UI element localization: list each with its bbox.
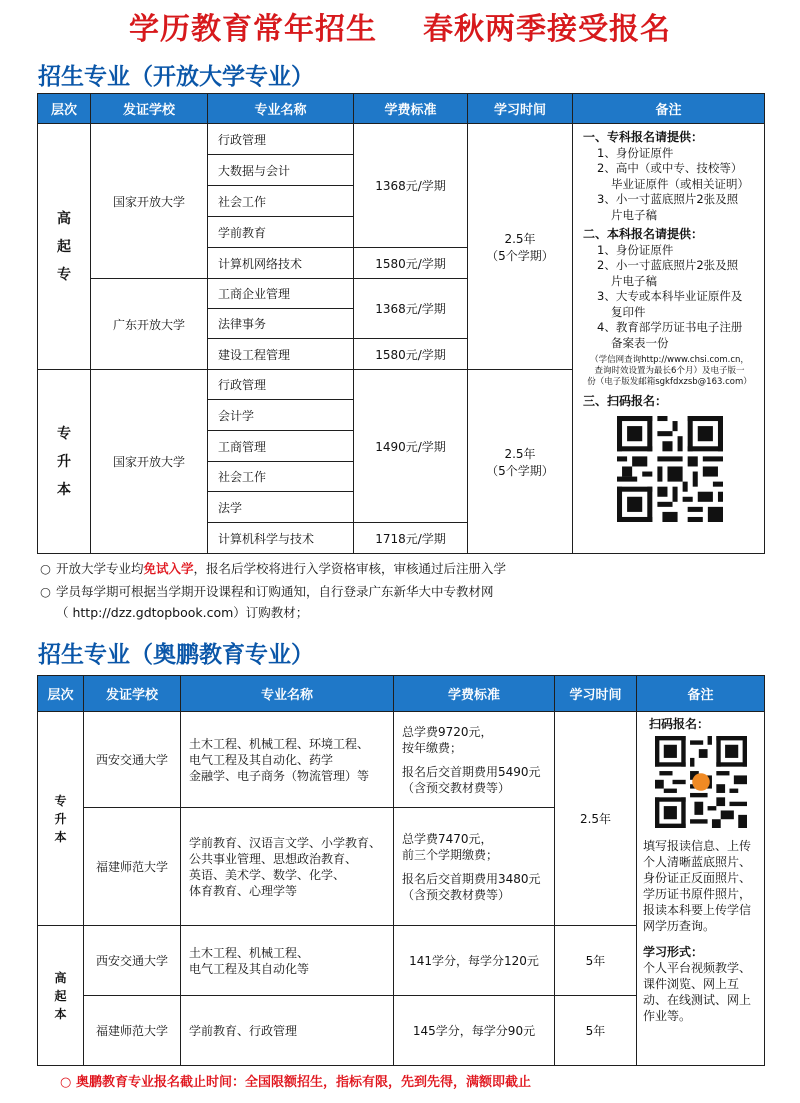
header-school: 发证学校 xyxy=(84,676,181,712)
fee-cell: 1368元/学期 xyxy=(354,124,468,248)
header-duration: 学习时间 xyxy=(468,94,573,124)
header-duration: 学习时间 xyxy=(555,676,637,712)
bullet-free-admission: ○ 开放大学专业均免试入学，报名后学校将进行入学资格审核，审核通过后注册入学 xyxy=(40,559,506,579)
major-cell: 计算机科学与技术 xyxy=(208,523,354,554)
fee-cell: 总学费7470元， 前三个学期缴费； 报名后交首期费用3480元 （含预交教材费等） xyxy=(394,808,555,926)
table-header-row xyxy=(38,676,765,712)
page-banner xyxy=(0,4,800,48)
major-cell: 社会工作 xyxy=(208,462,354,492)
qr-code-icon[interactable] xyxy=(655,736,747,828)
duration-cell: 5年 xyxy=(555,996,637,1066)
school-cell: 福建师范大学 xyxy=(84,996,181,1066)
major-cell: 工商管理 xyxy=(208,431,354,462)
header-notes: 备注 xyxy=(573,94,765,124)
fee-cell: 1490元/学期 xyxy=(354,370,468,523)
school-cell: 西安交通大学 xyxy=(84,926,181,996)
school-cell: 广东开放大学 xyxy=(91,279,208,370)
bullet-circle-icon: ○ xyxy=(60,1075,72,1090)
level-gqb: 高 起 本 xyxy=(38,926,84,1066)
fee-cell: 1718元/学期 xyxy=(354,523,468,554)
header-fee: 学费标准 xyxy=(394,676,555,712)
fee-cell: 1580元/学期 xyxy=(354,339,468,370)
level-zsb: 专 升 本 xyxy=(38,712,84,926)
fee-cell: 总学费9720元， 按年缴费； 报名后交首期费用5490元 （含预交教材费等） xyxy=(394,712,555,808)
fee-cell: 141学分，每学分120元 xyxy=(394,926,555,996)
major-cell: 法律事务 xyxy=(208,309,354,339)
aopeng-table xyxy=(37,675,765,1066)
duration-cell: 2.5年 （5个学期） xyxy=(468,370,573,554)
school-cell: 福建师范大学 xyxy=(84,808,181,926)
header-major: 专业名称 xyxy=(208,94,354,124)
school-cell: 国家开放大学 xyxy=(91,124,208,279)
bullet-textbook: ○ 学员每学期可根据当学期开设课程和订购通知，自行登录广东新华大中专教材网 xyxy=(40,582,494,602)
bullet-textbook-url: （ http://dzz.gdtopbook.com）订购教材； xyxy=(56,605,309,620)
notes-cell: 一、专科报名请提供： 1、身份证原件 2、高中（或中专、技校等） 毕业证原件（或相关证明） 3、小一寸蓝底照片2张及照 片电子稿 二、本科报名请提供： 1、身份证原件 2、小一寸蓝底照片2张及照 片电子稿 3、大专或本科毕业证原件及 复印件 4、教育部学历证书电子注册 备案表一份 （学信网查询http://www.chsi.com.cn， 查询时效设置为最长6个月）及电子版一 份（电子版发邮箱sgkfdxzsb@163.com） 三、扫码报名： xyxy=(573,124,765,554)
header-fee: 学费标准 xyxy=(354,94,468,124)
major-cell: 大数据与会计 xyxy=(208,155,354,186)
major-cell: 建设工程管理 xyxy=(208,339,354,370)
header-major: 专业名称 xyxy=(181,676,394,712)
table-header-row xyxy=(38,94,765,124)
major-cell: 会计学 xyxy=(208,400,354,431)
major-cell: 法学 xyxy=(208,492,354,523)
banner-right: 春秋两季接受报名 xyxy=(423,12,671,47)
header-level: 层次 xyxy=(38,94,91,124)
fee-cell: 145学分，每学分90元 xyxy=(394,996,555,1066)
bullet-circle-icon: ○ xyxy=(40,561,51,576)
duration-cell: 2.5年 （5个学期） xyxy=(468,124,573,370)
school-cell: 国家开放大学 xyxy=(91,370,208,554)
duration-cell: 2.5年 xyxy=(555,712,637,926)
table-row xyxy=(38,124,765,155)
bullet-circle-icon: ○ xyxy=(40,584,51,599)
banner-left: 学历教育常年招生 xyxy=(129,12,377,47)
notes-cell: 扫码报名： 填写报读信息、上传个人清晰蓝底照片、身份证正反面照片、学历证书原件照片，报读本科要上传学信网学历查询。 学习形式： 个人平台视频教学、课件浏览、网上互动、在线测试、网上作业等。 xyxy=(637,712,765,1066)
major-cell: 土木工程、机械工程、 电气工程及其自动化等 xyxy=(181,926,394,996)
major-cell: 工商企业管理 xyxy=(208,279,354,309)
school-cell: 西安交通大学 xyxy=(84,712,181,808)
table-row xyxy=(38,712,765,808)
level-zsb: 专 升 本 xyxy=(38,370,91,554)
section2-title: 招生专业（奥鹏教育专业） xyxy=(38,642,314,668)
major-cell: 计算机网络技术 xyxy=(208,248,354,279)
major-cell: 行政管理 xyxy=(208,124,354,155)
duration-cell: 5年 xyxy=(555,926,637,996)
major-cell: 学前教育、行政管理 xyxy=(181,996,394,1066)
header-school: 发证学校 xyxy=(91,94,208,124)
open-university-table xyxy=(37,93,765,554)
major-cell: 行政管理 xyxy=(208,370,354,400)
deadline-note: ○ 奥鹏教育专业报名截止时间：全国限额招生，指标有限，先到先得，满额即截止 xyxy=(60,1073,531,1093)
section1-title: 招生专业（开放大学专业） xyxy=(38,64,314,90)
major-cell: 土木工程、机械工程、环境工程、 电气工程及其自动化、药学 金融学、电子商务（物流管理）等 xyxy=(181,712,394,808)
fee-cell: 1368元/学期 xyxy=(354,279,468,339)
major-cell: 社会工作 xyxy=(208,186,354,217)
header-notes: 备注 xyxy=(637,676,765,712)
fee-cell: 1580元/学期 xyxy=(354,248,468,279)
major-cell: 学前教育 xyxy=(208,217,354,248)
level-gqz: 高 起 专 xyxy=(38,124,91,370)
major-cell: 学前教育、汉语言文学、小学教育、 公共事业管理、思想政治教育、 英语、美术学、数学、化学、 体育教育、心理学等 xyxy=(181,808,394,926)
header-level: 层次 xyxy=(38,676,84,712)
qr-code-icon[interactable] xyxy=(617,416,723,522)
